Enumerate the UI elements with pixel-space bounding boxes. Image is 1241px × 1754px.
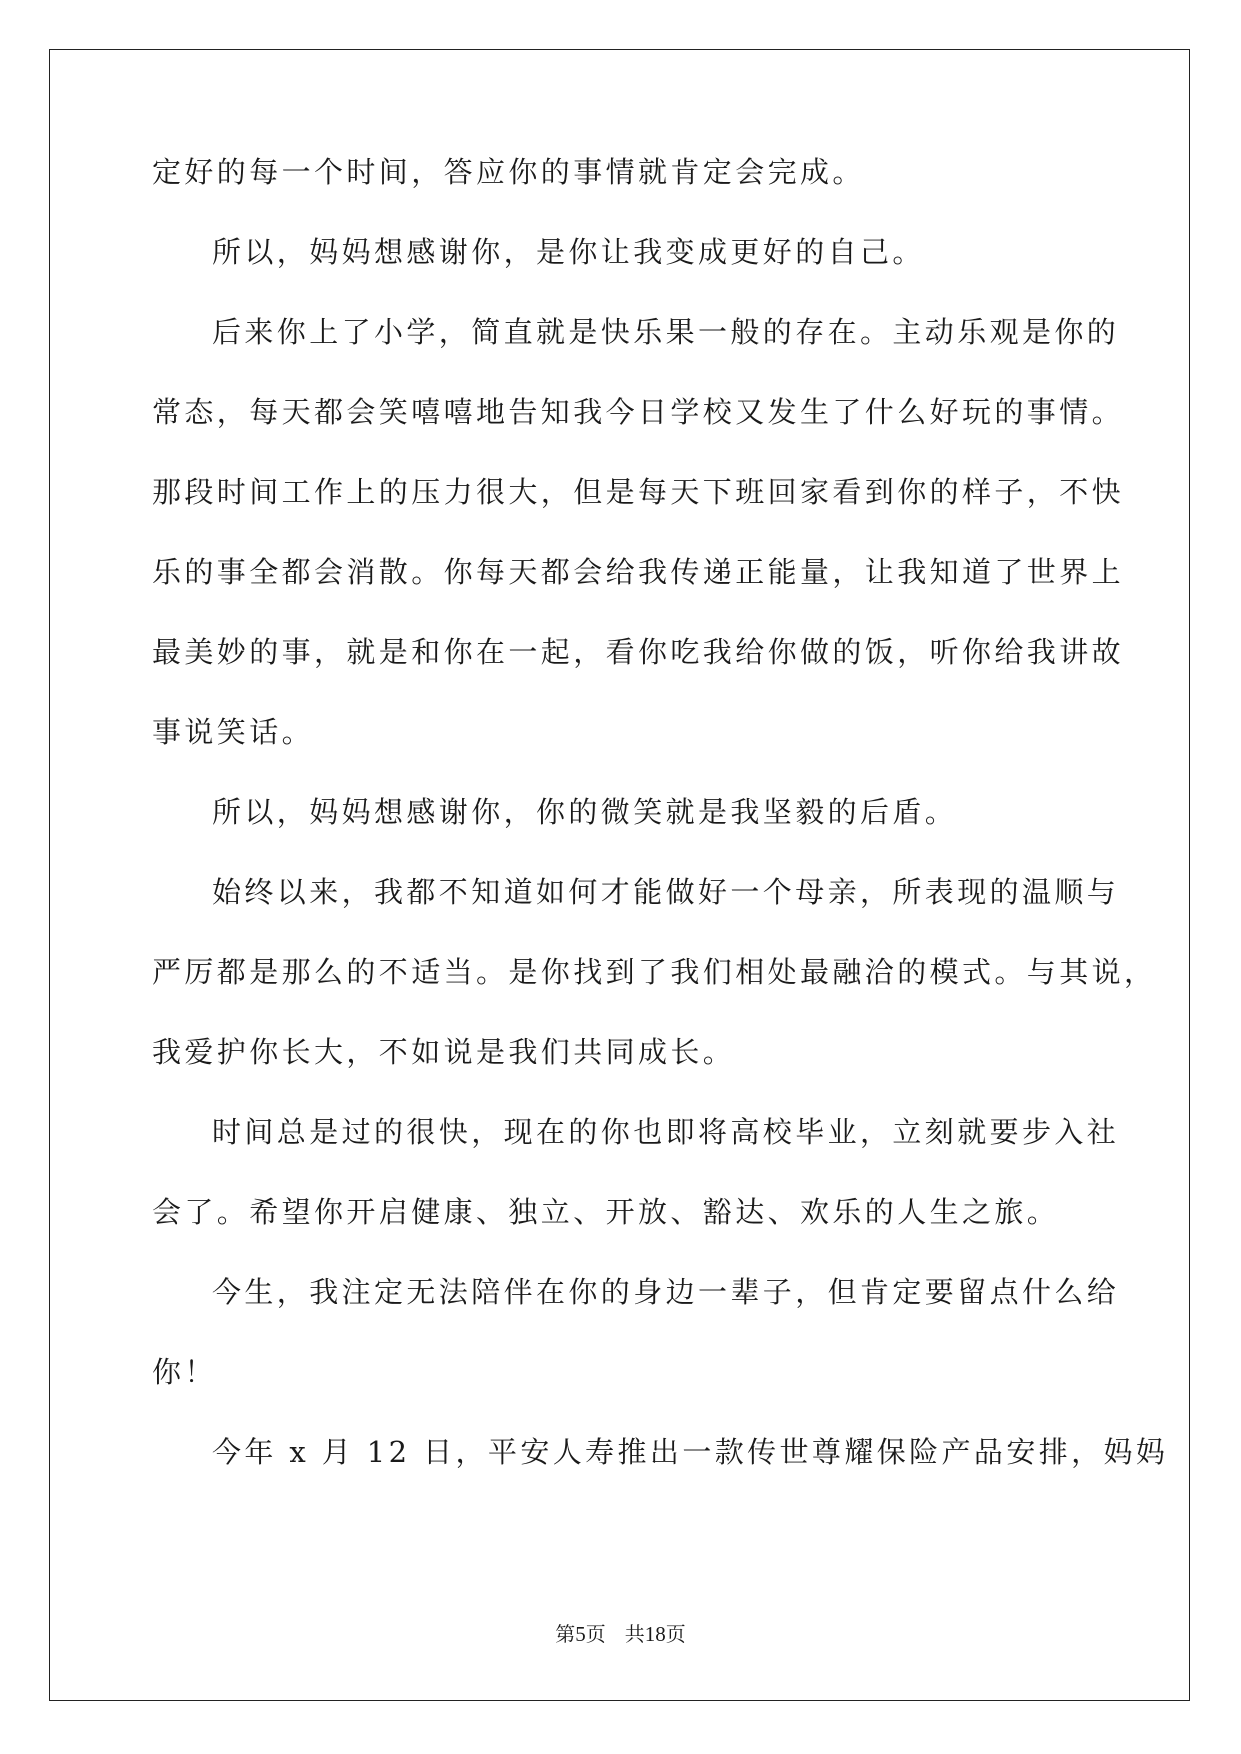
text-line: 会了。希望你开启健康、独立、开放、豁达、欢乐的人生之旅。 — [152, 1195, 1060, 1229]
paragraph-start: 所以，妈妈想感谢你，是你让我变成更好的自己。 — [212, 235, 925, 269]
text-line: 乐的事全都会消散。你每天都会给我传递正能量，让我知道了世界上 — [152, 555, 1125, 589]
footer-page-number: 5 — [575, 1622, 586, 1646]
footer-total-prefix: 共 — [624, 1622, 645, 1646]
text-line: 你！ — [152, 1355, 217, 1389]
footer-total-pages: 18 — [644, 1622, 666, 1646]
text-line: 定好的每一个时间，答应你的事情就肯定会完成。 — [152, 155, 865, 189]
text-line: 我爱护你长大，不如说是我们共同成长。 — [152, 1035, 736, 1069]
footer-page-prefix: 第 — [555, 1622, 576, 1646]
text-line: 最美妙的事，就是和你在一起，看你吃我给你做的饭，听你给我讲故 — [152, 635, 1125, 669]
footer-page-suffix: 页 — [585, 1622, 606, 1646]
text-line: 事说笑话。 — [152, 715, 315, 749]
paragraph-start: 所以，妈妈想感谢你，你的微笑就是我坚毅的后盾。 — [212, 795, 958, 829]
paragraph-start: 今年 x 月 12 日，平安人寿推出一款传世尊耀保险产品安排，妈妈 — [212, 1435, 1169, 1469]
page-footer — [0, 1620, 1241, 1648]
footer-total-suffix: 页 — [665, 1622, 686, 1646]
text-line: 常态，每天都会笑嘻嘻地告知我今日学校又发生了什么好玩的事情。 — [152, 395, 1125, 429]
text-line: 严厉都是那么的不适当。是你找到了我们相处最融洽的模式。与其说， — [152, 955, 1157, 989]
paragraph-start: 后来你上了小学，简直就是快乐果一般的存在。主动乐观是你的 — [212, 315, 1120, 349]
text-line: 那段时间工作上的压力很大，但是每天下班回家看到你的样子，不快 — [152, 475, 1125, 509]
paragraph-start: 始终以来，我都不知道如何才能做好一个母亲，所表现的温顺与 — [212, 875, 1120, 909]
paragraph-start: 今生，我注定无法陪伴在你的身边一辈子，但肯定要留点什么给 — [212, 1275, 1120, 1309]
paragraph-start: 时间总是过的很快，现在的你也即将高校毕业，立刻就要步入社 — [212, 1115, 1120, 1149]
